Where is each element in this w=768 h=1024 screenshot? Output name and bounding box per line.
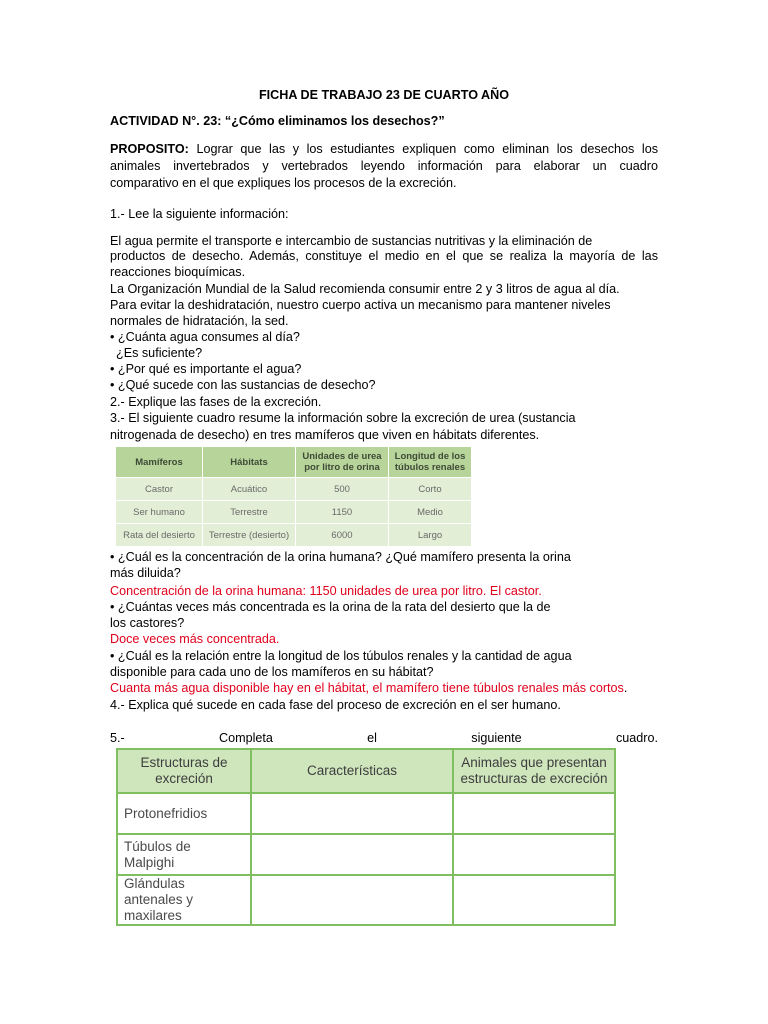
- section3-line1: 3.- El siguiente cuadro resume la información sobre la excreción de urea (sustancia: [110, 411, 576, 425]
- section5-word: cuadro.: [615, 731, 658, 745]
- urea-table-header: [116, 447, 472, 478]
- question-waste: • ¿Qué sucede con las sustancias de desecho?: [110, 378, 376, 392]
- page-title: FICHA DE TRABAJO 23 DE CUARTO AÑO: [258, 88, 510, 102]
- table-cell: 6000: [296, 524, 389, 547]
- header-cell: Longitud de los túbulos renales: [389, 447, 472, 478]
- table-row: [117, 875, 615, 925]
- table-row: [117, 834, 615, 875]
- answer-relation: Cuanta más agua disponible hay en el hábitat, el mamífero tiene túbulos renales más cortos: [110, 681, 624, 695]
- structure-name: Túbulos de Malpighi: [117, 834, 251, 875]
- section5-word: 5.-: [110, 731, 125, 745]
- paragraph1-line3: reacciones bioquímicas.: [110, 265, 246, 279]
- answer-times: Doce veces más concentrada.: [110, 632, 280, 646]
- section1-heading: 1.- Lee la siguiente información:: [110, 207, 289, 221]
- structure-name: Glándulas antenales y maxilares: [117, 875, 251, 925]
- table-cell: Castor: [116, 478, 203, 501]
- table-cell: Terrestre: [203, 501, 296, 524]
- table-row: [116, 524, 472, 547]
- animals-blank[interactable]: [453, 793, 615, 834]
- section5-word: Completa: [218, 731, 273, 745]
- table-cell: 1150: [296, 501, 389, 524]
- answer-relation-period: .: [623, 681, 628, 695]
- animals-blank[interactable]: [453, 875, 615, 925]
- table-cell: Acuático: [203, 478, 296, 501]
- purpose-line-2: animales invertebrados y vertebrados leyendo información para elaborar un cuadro: [110, 159, 658, 173]
- table-cell: Rata del desierto: [116, 524, 203, 547]
- table-cell: Largo: [389, 524, 472, 547]
- header-cell: Unidades de urea por litro de orina: [296, 447, 389, 478]
- purpose-line-3: comparativo en el que expliques los procesos de la excreción.: [110, 176, 457, 190]
- characteristics-blank[interactable]: [251, 793, 453, 834]
- answer-concentration: Concentración de la orina humana: 1150 unidades de urea por litro. El castor.: [110, 584, 542, 598]
- question-enough: ¿Es suficiente?: [116, 346, 203, 360]
- excretion-structures-table: [116, 748, 616, 926]
- table-cell: 500: [296, 478, 389, 501]
- paragraph2: La Organización Mundial de la Salud recomienda consumir entre 2 y 3 litros de agua al día.: [110, 282, 620, 296]
- table-cell: Ser humano: [116, 501, 203, 524]
- question-times-line2: los castores?: [110, 616, 185, 630]
- table-cell: Terrestre (desierto): [203, 524, 296, 547]
- urea-table: [115, 446, 472, 547]
- section5-word: siguiente: [471, 731, 522, 745]
- excretion-table-header: [117, 749, 615, 793]
- header-cell: Estructuras de excreción: [117, 749, 251, 793]
- header-cell: Animales que presentan estructuras de excreción: [453, 749, 615, 793]
- table-row: [117, 793, 615, 834]
- purpose-line-1: [110, 141, 658, 158]
- question-concentration-line1: • ¿Cuál es la concentración de la orina humana? ¿Qué mamífero presenta la orina: [110, 550, 571, 564]
- table-cell: Corto: [389, 478, 472, 501]
- section5-word: el: [367, 731, 377, 745]
- activity-title: ACTIVIDAD N°. 23: “¿Cómo eliminamos los desechos?”: [110, 114, 445, 128]
- paragraph1-line2: productos de desecho. Además, constituye el medio en el que se realiza la mayoría de las: [110, 249, 658, 263]
- paragraph1-line1: El agua permite el transporte e intercambio de sustancias nutritivas y la eliminación de: [110, 234, 593, 248]
- question-times-line1: • ¿Cuántas veces más concentrada es la orina de la rata del desierto que la de: [110, 600, 551, 614]
- section5-heading: [110, 730, 658, 746]
- table-row: [116, 501, 472, 524]
- paragraph3-line2: normales de hidratación, la sed.: [110, 314, 289, 328]
- characteristics-blank[interactable]: [251, 834, 453, 875]
- question-water-amount: • ¿Cuánta agua consumes al día?: [110, 330, 300, 344]
- section4-heading: 4.- Explica qué sucede en cada fase del proceso de excreción en el ser humano.: [110, 698, 561, 712]
- animals-blank[interactable]: [453, 834, 615, 875]
- question-relation-line2: disponible para cada uno de los mamíferos en su hábitat?: [110, 665, 434, 679]
- question-relation-line1: • ¿Cuál es la relación entre la longitud de los túbulos renales y la cantidad de agua: [110, 649, 572, 663]
- header-cell: Hábitats: [203, 447, 296, 478]
- structure-name: Protonefridios: [117, 793, 251, 834]
- purpose-text-1: Lograr que las y los estudiantes expliquen como eliminan los desechos los: [196, 142, 658, 156]
- question-importance: • ¿Por qué es importante el agua?: [110, 362, 302, 376]
- paragraph3-line1: Para evitar la deshidratación, nuestro cuerpo activa un mecanismo para mantener niveles: [110, 298, 611, 312]
- question-concentration-line2: más diluida?: [110, 566, 181, 580]
- section2-heading: 2.- Explique las fases de la excreción.: [110, 395, 322, 409]
- header-cell: Características: [251, 749, 453, 793]
- characteristics-blank[interactable]: [251, 875, 453, 925]
- purpose-label: PROPOSITO:: [110, 142, 189, 156]
- answer-relation-line: [110, 680, 627, 696]
- table-row: [116, 478, 472, 501]
- table-cell: Medio: [389, 501, 472, 524]
- header-cell: Mamíferos: [116, 447, 203, 478]
- section3-line2: nitrogenada de desecho) en tres mamíferos que viven en hábitats diferentes.: [110, 428, 540, 442]
